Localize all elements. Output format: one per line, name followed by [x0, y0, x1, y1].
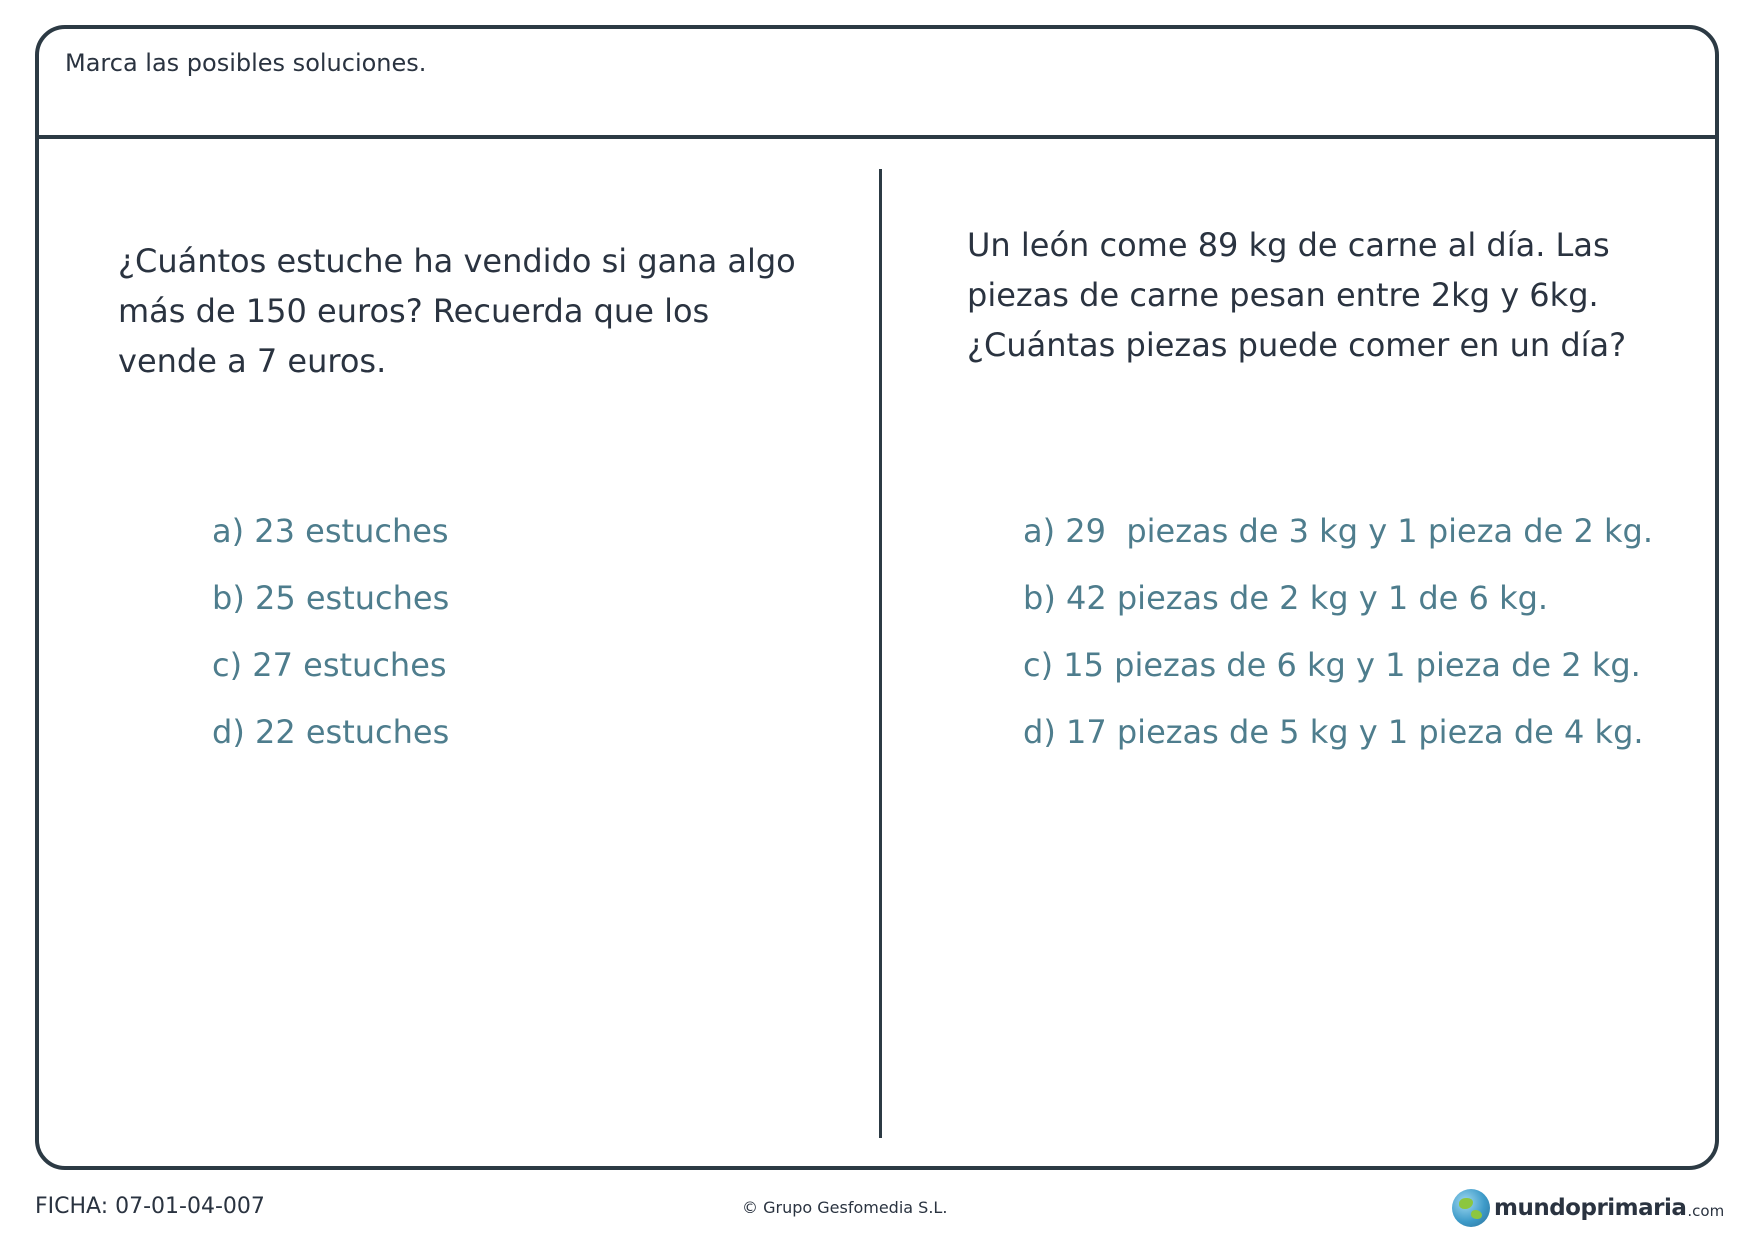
instruction-text: Marca las posibles soluciones.	[65, 49, 427, 77]
right-option-d[interactable]: d) 17 piezas de 5 kg y 1 pieza de 4 kg.	[1023, 713, 1644, 751]
column-divider	[879, 169, 882, 1138]
right-option-b[interactable]: b) 42 piezas de 2 kg y 1 de 6 kg.	[1023, 579, 1549, 617]
right-options-list	[1023, 498, 1653, 766]
copyright-text: © Grupo Gesfomedia S.L.	[742, 1198, 948, 1217]
brand-logo[interactable]	[1452, 1188, 1724, 1228]
brand-tld: .com	[1687, 1202, 1725, 1220]
left-option-d[interactable]: d) 22 estuches	[212, 713, 450, 751]
left-option-c[interactable]: c) 27 estuches	[212, 646, 447, 684]
worksheet-code: FICHA: 07-01-04-007	[35, 1194, 265, 1219]
right-option-a[interactable]: a) 29 piezas de 3 kg y 1 pieza de 2 kg.	[1023, 512, 1654, 550]
right-question: Un león come 89 kg de carne al día. Las piezas de carne pesan entre 2kg y 6kg. ¿Cuántas piezas puede comer en un día?	[967, 226, 1627, 364]
globe-icon	[1452, 1189, 1490, 1227]
right-option-c[interactable]: c) 15 piezas de 6 kg y 1 pieza de 2 kg.	[1023, 646, 1641, 684]
worksheet-frame	[35, 25, 1719, 1170]
left-options-list	[212, 498, 449, 766]
left-question: ¿Cuántos estuche ha vendido si gana algo más de 150 euros? Recuerda que los vende a 7 euros.	[118, 242, 796, 380]
left-option-a[interactable]: a) 23 estuches	[212, 512, 449, 550]
worksheet-header	[39, 29, 1715, 139]
left-option-b[interactable]: b) 25 estuches	[212, 579, 450, 617]
brand-name: mundoprimaria	[1494, 1195, 1687, 1221]
